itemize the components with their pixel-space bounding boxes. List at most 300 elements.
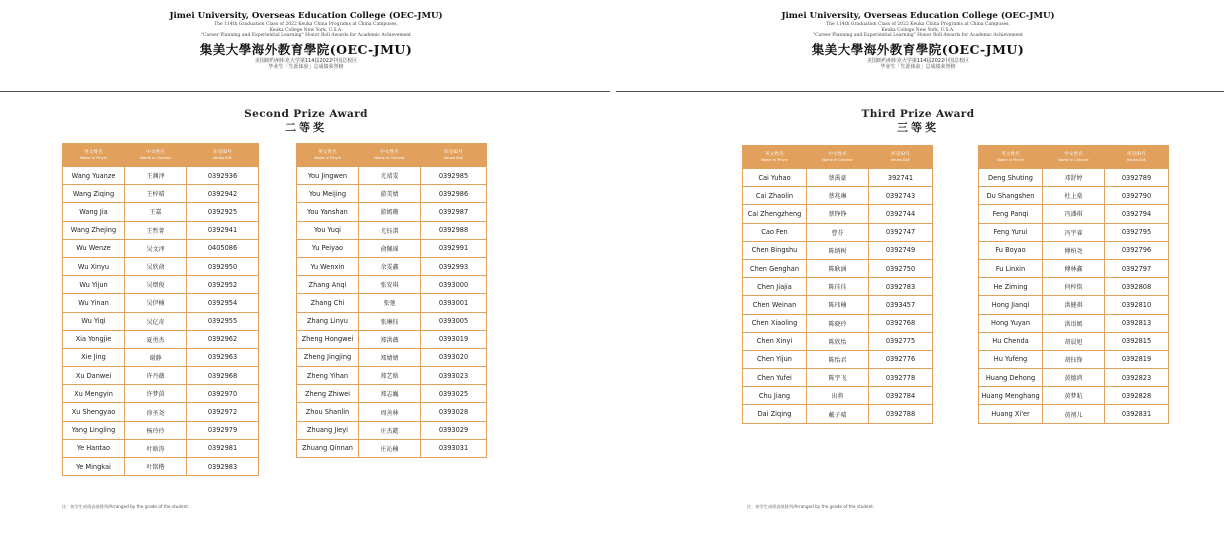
col-header-chinese xyxy=(807,146,869,169)
col-header-keuka-id-en: Keuka ID# xyxy=(444,155,463,160)
table-header-row xyxy=(979,146,1169,169)
keuka-id-cell: 0392815 xyxy=(1105,332,1169,350)
name-pinyin-cell: Xu Shengyao xyxy=(63,403,125,421)
col-header-keuka-id xyxy=(421,144,487,167)
name-chinese-cell: 郑艺晗 xyxy=(359,367,421,385)
keuka-id-cell: 0392778 xyxy=(869,369,933,387)
name-chinese-cell: 出将 xyxy=(807,387,869,405)
table-row xyxy=(979,278,1169,296)
name-chinese-cell: 冯宇睿 xyxy=(1043,223,1105,241)
name-pinyin-cell: Chen Yufei xyxy=(743,369,807,387)
table-row xyxy=(979,223,1169,241)
table-row xyxy=(979,350,1169,368)
keuka-id-cell: 0392813 xyxy=(1105,314,1169,332)
award-title-cn: 三等奖 xyxy=(897,121,939,134)
table-row xyxy=(979,205,1169,223)
name-pinyin-cell: Hu Yufeng xyxy=(979,350,1043,368)
keuka-id-cell: 0392796 xyxy=(1105,241,1169,259)
table-row xyxy=(743,350,933,368)
name-chinese-cell: 王渊泽 xyxy=(125,167,187,185)
header-title-en: Jimei University, Overseas Education College (OEC-JMU) xyxy=(781,11,1055,21)
name-pinyin-cell: Zhuang Qinnan xyxy=(297,439,359,457)
name-chinese-cell: 蔡兆琳 xyxy=(807,187,869,205)
table-row xyxy=(297,257,487,275)
table-row xyxy=(743,205,933,223)
header-subtitle-cn-1: 美国纽约州库克大学第114届2022中国总校区 xyxy=(866,57,970,64)
keuka-id-cell: 0392794 xyxy=(1105,205,1169,223)
keuka-id-cell: 0392831 xyxy=(1105,405,1169,423)
name-pinyin-cell: Feng Yurui xyxy=(979,223,1043,241)
award-title-en: Second Prize Award xyxy=(244,108,368,120)
name-chinese-cell: 余雯鑫 xyxy=(359,257,421,275)
name-chinese-cell: 尤靖雯 xyxy=(359,167,421,185)
table-row xyxy=(297,239,487,257)
name-chinese-cell: 庄沁楠 xyxy=(359,439,421,457)
name-chinese-cell: 黄禧儿 xyxy=(1043,405,1105,423)
keuka-id-cell: 0393025 xyxy=(421,385,487,403)
name-pinyin-cell: Cai Zhengzheng xyxy=(743,205,807,223)
col-header-chinese-cn: 中文姓名 xyxy=(380,149,399,155)
table-row xyxy=(743,387,933,405)
name-pinyin-cell: Xia Yongjie xyxy=(63,330,125,348)
table-row xyxy=(63,203,259,221)
col-header-chinese-en: Name in Chinese xyxy=(140,155,171,160)
keuka-id-cell: 0392743 xyxy=(869,187,933,205)
header-title-cn: 集美大學海外教育學院(OEC-JMU) xyxy=(199,41,413,57)
keuka-id-cell: 0393031 xyxy=(421,439,487,457)
name-pinyin-cell: Ye Mingkai xyxy=(63,458,125,476)
name-pinyin-cell: You Jingwen xyxy=(297,167,359,185)
name-chinese-cell: 蔡铮铮 xyxy=(807,205,869,223)
table-row xyxy=(297,203,487,221)
name-pinyin-cell: Chen Genghan xyxy=(743,259,807,277)
name-pinyin-cell: Wang Ziqing xyxy=(63,185,125,203)
table-row xyxy=(743,332,933,350)
name-chinese-cell: 陈炳树 xyxy=(807,241,869,259)
col-header-pinyin-cn: 英文姓名 xyxy=(1001,151,1020,157)
name-chinese-cell: 陈晓玲 xyxy=(807,314,869,332)
keuka-id-cell: 392741 xyxy=(869,169,933,187)
name-pinyin-cell: Zhang Linyu xyxy=(297,312,359,330)
name-pinyin-cell: Huang Xi'er xyxy=(979,405,1043,423)
name-pinyin-cell: Hong Jianqi xyxy=(979,296,1043,314)
name-pinyin-cell: Wu Xinyu xyxy=(63,257,125,275)
name-pinyin-cell: Hong Yuyan xyxy=(979,314,1043,332)
col-header-keuka-id xyxy=(869,146,933,169)
col-header-chinese-en: Name in Chinese xyxy=(822,157,853,162)
table-header-row xyxy=(63,144,259,167)
name-pinyin-cell: Zheng Hongwei xyxy=(297,330,359,348)
table-row xyxy=(63,458,259,476)
name-chinese-cell: 夏勇杰 xyxy=(125,330,187,348)
keuka-id-cell: 0392981 xyxy=(187,439,259,457)
name-chinese-cell: 张琳钰 xyxy=(359,312,421,330)
award-title-en: Third Prize Award xyxy=(861,108,975,120)
name-pinyin-cell: Huang Menghang xyxy=(979,387,1043,405)
honor-table xyxy=(62,143,259,476)
table-row xyxy=(979,296,1169,314)
keuka-id-cell: 0392749 xyxy=(869,241,933,259)
header-title-en: Jimei University, Overseas Education College (OEC-JMU) xyxy=(169,11,443,21)
name-chinese-cell: 郑洪薇 xyxy=(359,330,421,348)
keuka-id-cell: 0392936 xyxy=(187,167,259,185)
table-row xyxy=(297,385,487,403)
name-chinese-cell: 胡钰锋 xyxy=(1043,350,1105,368)
name-pinyin-cell: You Meijing xyxy=(297,185,359,203)
name-chinese-cell: 杜上燊 xyxy=(1043,187,1105,205)
header-subtitle-2: Keuka College New York, U.S.A. xyxy=(269,27,343,33)
keuka-id-cell: 0392828 xyxy=(1105,387,1169,405)
table-row xyxy=(63,167,259,185)
col-header-keuka-id xyxy=(1105,146,1169,169)
col-header-pinyin xyxy=(979,146,1043,169)
keuka-id-cell: 0392991 xyxy=(421,239,487,257)
table-row xyxy=(743,241,933,259)
keuka-id-cell: 0393020 xyxy=(421,348,487,366)
name-chinese-cell: 陈怡君 xyxy=(807,350,869,368)
table-row xyxy=(979,169,1169,187)
keuka-id-cell: 0392823 xyxy=(1105,369,1169,387)
table-row xyxy=(63,439,259,457)
col-header-chinese-cn: 中文姓名 xyxy=(828,151,847,157)
name-chinese-cell: 游嫣珊 xyxy=(359,203,421,221)
keuka-id-cell: 0392972 xyxy=(187,403,259,421)
header-subtitle-3: "Career Planning and Experiential Learning" Honor Roll Awards for Academic Achievement xyxy=(201,33,411,39)
name-chinese-cell: 洪语嫣 xyxy=(1043,314,1105,332)
keuka-id-cell: 0392963 xyxy=(187,348,259,366)
table-row xyxy=(63,385,259,403)
header-divider xyxy=(616,91,1224,92)
keuka-id-cell: 0392954 xyxy=(187,294,259,312)
name-chinese-cell: 陈宇飞 xyxy=(807,369,869,387)
name-pinyin-cell: Chen Weinan xyxy=(743,296,807,314)
name-pinyin-cell: Wu Yinan xyxy=(63,294,125,312)
keuka-id-cell: 0392985 xyxy=(421,167,487,185)
header-divider xyxy=(0,91,610,92)
col-header-keuka-id-en: Keuka ID# xyxy=(213,155,232,160)
name-pinyin-cell: Xu Mengyin xyxy=(63,385,125,403)
name-chinese-cell: 许梦茵 xyxy=(125,385,187,403)
col-header-chinese xyxy=(1043,146,1105,169)
keuka-id-cell: 0392775 xyxy=(869,332,933,350)
col-header-pinyin-en: Name in Pinyin xyxy=(997,157,1024,162)
keuka-id-cell: 0392810 xyxy=(1105,296,1169,314)
table-row xyxy=(743,223,933,241)
page-header xyxy=(0,11,612,71)
name-pinyin-cell: Zhang Chi xyxy=(297,294,359,312)
name-pinyin-cell: Cai Yuhao xyxy=(743,169,807,187)
name-chinese-cell: 王哲菁 xyxy=(125,221,187,239)
name-pinyin-cell: Du Shangshen xyxy=(979,187,1043,205)
table-row xyxy=(743,278,933,296)
name-pinyin-cell: Zheng Yihan xyxy=(297,367,359,385)
name-chinese-cell: 洪健祺 xyxy=(1043,296,1105,314)
keuka-id-cell: 0392983 xyxy=(187,458,259,476)
honor-table xyxy=(978,145,1169,424)
table-row xyxy=(297,167,487,185)
name-pinyin-cell: Cai Zhaolin xyxy=(743,187,807,205)
table-row xyxy=(743,187,933,205)
table-row xyxy=(297,185,487,203)
col-header-pinyin-en: Name in Pinyin xyxy=(314,155,341,160)
keuka-id-cell: 0392970 xyxy=(187,385,259,403)
name-pinyin-cell: Fu Boyao xyxy=(979,241,1043,259)
name-chinese-cell: 叶晗涛 xyxy=(125,439,187,457)
keuka-id-cell: 0392768 xyxy=(869,314,933,332)
name-pinyin-cell: Wu Yijun xyxy=(63,276,125,294)
keuka-id-cell: 0392747 xyxy=(869,223,933,241)
table-row xyxy=(297,294,487,312)
name-chinese-cell: 陈欣怡 xyxy=(807,332,869,350)
table-row xyxy=(63,348,259,366)
name-chinese-cell: 冯潘琪 xyxy=(1043,205,1105,223)
keuka-id-cell: 0392987 xyxy=(421,203,487,221)
table-row xyxy=(297,330,487,348)
col-header-chinese-cn: 中文姓名 xyxy=(146,149,165,155)
name-pinyin-cell: Zhuang Jieyi xyxy=(297,421,359,439)
keuka-id-cell: 0393457 xyxy=(869,296,933,314)
name-pinyin-cell: Chen Bingshu xyxy=(743,241,807,259)
table-header-row xyxy=(297,144,487,167)
name-pinyin-cell: Cao Fen xyxy=(743,223,807,241)
name-pinyin-cell: Yang Lingling xyxy=(63,421,125,439)
table-row xyxy=(297,312,487,330)
header-subtitle-3: "Career Planning and Experiential Learning" Honor Roll Awards for Academic Achievement xyxy=(813,33,1023,39)
name-pinyin-cell: Fu Linxin xyxy=(979,259,1043,277)
keuka-id-cell: 0393005 xyxy=(421,312,487,330)
name-chinese-cell: 游美婧 xyxy=(359,185,421,203)
table-row xyxy=(63,330,259,348)
name-chinese-cell: 徐圣尧 xyxy=(125,403,187,421)
header-subtitle-cn-2: 毕业生「生涯体验」总成绩荣誉榜 xyxy=(268,64,344,71)
name-chinese-cell: 黄德鸿 xyxy=(1043,369,1105,387)
keuka-id-cell: 0392789 xyxy=(1105,169,1169,187)
table-row xyxy=(979,387,1169,405)
name-pinyin-cell: Dai Ziqing xyxy=(743,405,807,423)
table-row xyxy=(63,185,259,203)
col-header-keuka-id-cn: 库克ID号 xyxy=(891,151,910,157)
name-chinese-cell: 曹芬 xyxy=(807,223,869,241)
keuka-id-cell: 0392788 xyxy=(869,405,933,423)
table-row xyxy=(743,405,933,423)
name-chinese-cell: 何梓铭 xyxy=(1043,278,1105,296)
name-pinyin-cell: Wang Yuanze xyxy=(63,167,125,185)
name-chinese-cell: 谢静 xyxy=(125,348,187,366)
name-pinyin-cell: Hu Chenda xyxy=(979,332,1043,350)
keuka-id-cell: 0392942 xyxy=(187,185,259,203)
name-pinyin-cell: Yu Wenxin xyxy=(297,257,359,275)
name-pinyin-cell: Wang Jia xyxy=(63,203,125,221)
keuka-id-cell: 0392790 xyxy=(1105,187,1169,205)
table-row xyxy=(979,405,1169,423)
header-title-cn: 集美大學海外教育學院(OEC-JMU) xyxy=(811,41,1025,57)
name-chinese-cell: 黄梦航 xyxy=(1043,387,1105,405)
page-third-prize xyxy=(612,0,1224,535)
name-pinyin-cell: Wu Wenze xyxy=(63,239,125,257)
table-row xyxy=(743,369,933,387)
table-row xyxy=(743,296,933,314)
name-pinyin-cell: Chen Jiajia xyxy=(743,278,807,296)
header-subtitle-1: The 114th Graduation Class of 2022 Keuka China Programs at China Campuses, xyxy=(826,22,1010,27)
keuka-id-cell: 0392941 xyxy=(187,221,259,239)
table-row xyxy=(63,257,259,275)
keuka-id-cell: 0393000 xyxy=(421,276,487,294)
keuka-id-cell: 0393019 xyxy=(421,330,487,348)
name-chinese-cell: 蔡禹豪 xyxy=(807,169,869,187)
col-header-pinyin xyxy=(297,144,359,167)
award-title xyxy=(612,108,1224,135)
col-header-pinyin-cn: 英文姓名 xyxy=(765,151,784,157)
header-subtitle-cn-1: 美国纽约州库克大学第114届2022中国总校区 xyxy=(254,57,358,64)
col-header-pinyin-cn: 英文姓名 xyxy=(84,149,103,155)
table-row xyxy=(297,276,487,294)
table-row xyxy=(297,439,487,457)
keuka-id-cell: 0392784 xyxy=(869,387,933,405)
keuka-id-cell: 0392986 xyxy=(421,185,487,203)
header-subtitle-cn-2: 毕业生「生涯体验」总成绩荣誉榜 xyxy=(880,64,956,71)
name-pinyin-cell: You Yanshan xyxy=(297,203,359,221)
name-pinyin-cell: Wang Zhejing xyxy=(63,221,125,239)
table-row xyxy=(63,239,259,257)
award-title xyxy=(0,108,612,135)
table-row xyxy=(297,221,487,239)
name-pinyin-cell: Chen Yijun xyxy=(743,350,807,368)
table-row xyxy=(979,187,1169,205)
keuka-id-cell: 0392819 xyxy=(1105,350,1169,368)
name-chinese-cell: 王嘉 xyxy=(125,203,187,221)
table-row xyxy=(297,348,487,366)
table-row xyxy=(743,259,933,277)
name-chinese-cell: 陈佳佳 xyxy=(807,278,869,296)
name-chinese-cell: 傅柏尧 xyxy=(1043,241,1105,259)
name-chinese-cell: 戴子晴 xyxy=(807,405,869,423)
name-chinese-cell: 王梓晴 xyxy=(125,185,187,203)
col-header-pinyin xyxy=(743,146,807,169)
keuka-id-cell: 0393028 xyxy=(421,403,487,421)
table-row xyxy=(979,241,1169,259)
table-header-row xyxy=(743,146,933,169)
footnote: 注：按学生成绩高低排列/Arranged by the grade of the student. xyxy=(747,504,875,509)
table-row xyxy=(63,421,259,439)
col-header-pinyin-en: Name in Pinyin xyxy=(761,157,788,162)
keuka-id-cell: 0392783 xyxy=(869,278,933,296)
name-pinyin-cell: Deng Shuting xyxy=(979,169,1043,187)
col-header-chinese-en: Name in Chinese xyxy=(1058,157,1089,162)
name-chinese-cell: 胡晨旭 xyxy=(1043,332,1105,350)
name-pinyin-cell: Xie Jing xyxy=(63,348,125,366)
keuka-id-cell: 0392950 xyxy=(187,257,259,275)
table-row xyxy=(979,314,1169,332)
col-header-pinyin xyxy=(63,144,125,167)
col-header-keuka-id-cn: 库克ID号 xyxy=(213,149,232,155)
name-chinese-cell: 吴伊楠 xyxy=(125,294,187,312)
col-header-keuka-id-en: Keuka ID# xyxy=(891,157,910,162)
name-chinese-cell: 陈玮楠 xyxy=(807,296,869,314)
name-chinese-cell: 吴欣俞 xyxy=(125,257,187,275)
honor-table xyxy=(742,145,933,424)
name-chinese-cell: 郑志巍 xyxy=(359,385,421,403)
keuka-id-cell: 0392952 xyxy=(187,276,259,294)
keuka-id-cell: 0392808 xyxy=(1105,278,1169,296)
name-chinese-cell: 尤钰淇 xyxy=(359,221,421,239)
name-chinese-cell: 吴熠俊 xyxy=(125,276,187,294)
name-pinyin-cell: Yu Peiyao xyxy=(297,239,359,257)
keuka-id-cell: 0393023 xyxy=(421,367,487,385)
table-row xyxy=(979,332,1169,350)
name-pinyin-cell: Wu Yiqi xyxy=(63,312,125,330)
name-pinyin-cell: Ye Hantao xyxy=(63,439,125,457)
name-pinyin-cell: You Yuqi xyxy=(297,221,359,239)
award-title-cn: 二等奖 xyxy=(285,121,327,134)
page-header xyxy=(612,11,1224,71)
table-row xyxy=(63,294,259,312)
name-chinese-cell: 陈耿涵 xyxy=(807,259,869,277)
col-header-keuka-id xyxy=(187,144,259,167)
name-pinyin-cell: Zhou Shanlin xyxy=(297,403,359,421)
keuka-id-cell: 0392776 xyxy=(869,350,933,368)
table-row xyxy=(63,312,259,330)
name-pinyin-cell: Chen Xinyi xyxy=(743,332,807,350)
name-chinese-cell: 傅林鑫 xyxy=(1043,259,1105,277)
col-header-keuka-id-cn: 库克ID号 xyxy=(1127,151,1146,157)
table-row xyxy=(297,367,487,385)
name-pinyin-cell: Chu Jiang xyxy=(743,387,807,405)
name-chinese-cell: 杨玲玲 xyxy=(125,421,187,439)
keuka-id-cell: 0392988 xyxy=(421,221,487,239)
col-header-chinese xyxy=(359,144,421,167)
table-row xyxy=(63,367,259,385)
table-row xyxy=(979,369,1169,387)
keuka-id-cell: 0392797 xyxy=(1105,259,1169,277)
name-pinyin-cell: He Ziming xyxy=(979,278,1043,296)
keuka-id-cell: 0392925 xyxy=(187,203,259,221)
honor-table xyxy=(296,143,487,458)
keuka-id-cell: 0392744 xyxy=(869,205,933,223)
name-pinyin-cell: Zheng Zhiwei xyxy=(297,385,359,403)
table-row xyxy=(63,276,259,294)
col-header-chinese-en: Name in Chinese xyxy=(374,155,405,160)
table-row xyxy=(63,221,259,239)
table-row xyxy=(297,421,487,439)
col-header-chinese xyxy=(125,144,187,167)
table-row xyxy=(979,259,1169,277)
table-row xyxy=(743,314,933,332)
keuka-id-cell: 0392955 xyxy=(187,312,259,330)
name-chinese-cell: 吴文泽 xyxy=(125,239,187,257)
header-subtitle-1: The 114th Graduation Class of 2022 Keuka China Programs at China Campuses, xyxy=(214,22,398,27)
name-chinese-cell: 吴亿奇 xyxy=(125,312,187,330)
table-row xyxy=(63,403,259,421)
table-row xyxy=(297,403,487,421)
keuka-id-cell: 0392968 xyxy=(187,367,259,385)
col-header-pinyin-cn: 英文姓名 xyxy=(318,149,337,155)
name-chinese-cell: 邓舒婷 xyxy=(1043,169,1105,187)
keuka-id-cell: 0393029 xyxy=(421,421,487,439)
name-chinese-cell: 张弛 xyxy=(359,294,421,312)
name-pinyin-cell: Zhang Anqi xyxy=(297,276,359,294)
name-chinese-cell: 周善林 xyxy=(359,403,421,421)
col-header-keuka-id-cn: 库克ID号 xyxy=(444,149,463,155)
name-pinyin-cell: Zheng Jingjing xyxy=(297,348,359,366)
footnote: 注：按学生成绩高低排列/Arranged by the grade of the student. xyxy=(62,504,190,509)
col-header-pinyin-en: Name in Pinyin xyxy=(80,155,107,160)
keuka-id-cell: 0392979 xyxy=(187,421,259,439)
name-pinyin-cell: Xu Danwei xyxy=(63,367,125,385)
table-row xyxy=(743,169,933,187)
keuka-id-cell: 0405086 xyxy=(187,239,259,257)
header-subtitle-2: Keuka College New York, U.S.A. xyxy=(881,27,955,33)
name-chinese-cell: 庄杰懿 xyxy=(359,421,421,439)
